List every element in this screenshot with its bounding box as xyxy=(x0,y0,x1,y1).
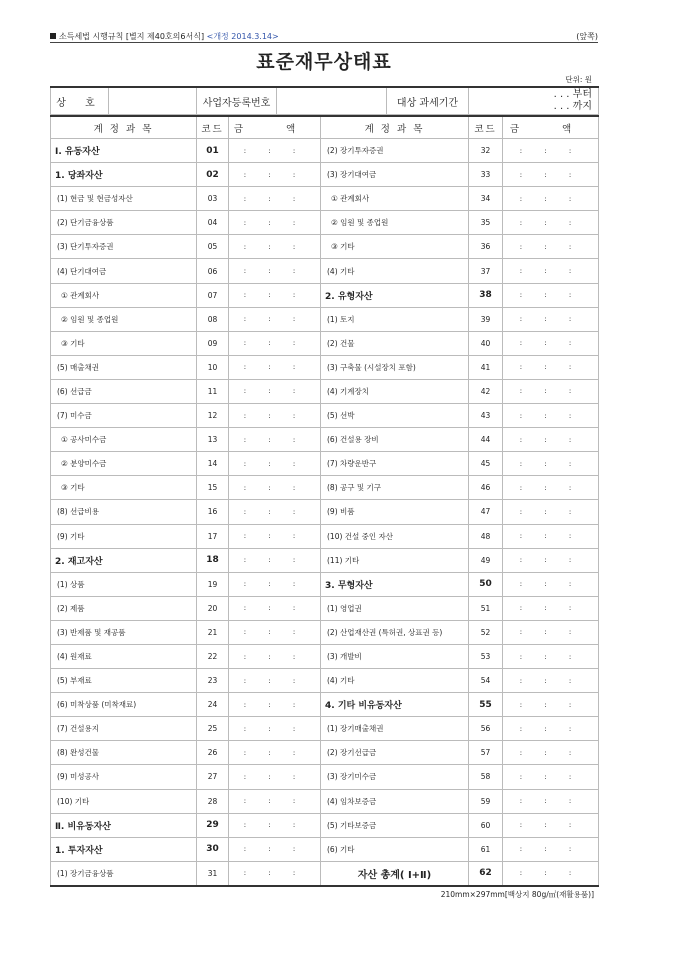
right-account-name: (9) 비품 xyxy=(321,500,469,524)
left-account-name: (2) 제품 xyxy=(51,596,197,620)
left-code: 12 xyxy=(197,404,229,428)
right-amount-field[interactable]: : : : xyxy=(503,548,599,572)
right-account-name: (3) 개발비 xyxy=(321,644,469,668)
right-code: 32 xyxy=(469,139,503,163)
right-amount-field[interactable]: : : : xyxy=(503,741,599,765)
info-table xyxy=(50,86,599,115)
left-code: 05 xyxy=(197,235,229,259)
left-amount-field[interactable]: : : : xyxy=(229,861,321,886)
right-amount-field[interactable]: : : : xyxy=(503,476,599,500)
left-code: 17 xyxy=(197,524,229,548)
right-amount-field[interactable]: : : : xyxy=(503,163,599,187)
left-code: 08 xyxy=(197,307,229,331)
left-code: 13 xyxy=(197,428,229,452)
period-from: . . . 부터 xyxy=(553,89,592,100)
left-item-header: 계 정 과 목 xyxy=(51,116,197,139)
table-row xyxy=(51,644,599,668)
tax-period-label: 대상 과세기간 xyxy=(387,87,469,115)
left-amount-field[interactable]: : : : xyxy=(229,813,321,837)
right-code: 35 xyxy=(469,211,503,235)
left-amount-field[interactable]: : : : xyxy=(229,644,321,668)
left-account-name: (8) 완성건물 xyxy=(51,741,197,765)
left-code: 03 xyxy=(197,187,229,211)
left-amount-field[interactable]: : : : xyxy=(229,500,321,524)
left-account-name: (7) 미수금 xyxy=(51,404,197,428)
table-row xyxy=(51,307,599,331)
right-amount-field[interactable]: : : : xyxy=(503,765,599,789)
table-row xyxy=(51,379,599,403)
right-account-name: (11) 기타 xyxy=(321,548,469,572)
right-amount-field[interactable]: : : : xyxy=(503,524,599,548)
right-account-name: (2) 산업재산권 (특허권, 상표권 등) xyxy=(321,620,469,644)
right-amount-field[interactable]: : : : xyxy=(503,139,599,163)
right-account-name: (3) 장기대여금 xyxy=(321,163,469,187)
right-account-name: (4) 기계장치 xyxy=(321,379,469,403)
left-code: 29 xyxy=(197,813,229,837)
right-code: 49 xyxy=(469,548,503,572)
table-row xyxy=(51,669,599,693)
right-amount-field[interactable]: : : : xyxy=(503,428,599,452)
left-account-name: ① 관계회사 xyxy=(51,283,197,307)
right-code: 54 xyxy=(469,669,503,693)
right-code: 60 xyxy=(469,813,503,837)
right-amount-field[interactable]: : : : xyxy=(503,283,599,307)
left-amount-field[interactable]: : : : xyxy=(229,548,321,572)
right-code-header: 코드 xyxy=(469,116,503,139)
right-account-name: (5) 기타보증금 xyxy=(321,813,469,837)
balance-sheet-table xyxy=(50,115,599,887)
left-code: 16 xyxy=(197,500,229,524)
right-amount-field[interactable]: : : : xyxy=(503,331,599,355)
registration-number-label: 사업자등록번호 xyxy=(197,87,277,115)
table-row xyxy=(51,813,599,837)
right-amount-field[interactable]: : : : xyxy=(503,307,599,331)
left-account-name: (9) 기타 xyxy=(51,524,197,548)
right-amount-field[interactable]: : : : xyxy=(503,235,599,259)
left-code: 18 xyxy=(197,548,229,572)
table-row xyxy=(51,500,599,524)
left-account-name: (10) 기타 xyxy=(51,789,197,813)
left-amount-field[interactable]: : : : xyxy=(229,693,321,717)
page-side-label: (앞쪽) xyxy=(576,31,598,41)
right-amount-field[interactable]: : : : xyxy=(503,379,599,403)
right-amount-field[interactable]: : : : xyxy=(503,452,599,476)
registration-number-field[interactable] xyxy=(277,87,387,115)
left-amount-field[interactable]: : : : xyxy=(229,187,321,211)
table-row xyxy=(51,861,599,886)
left-account-name: (8) 선급비용 xyxy=(51,500,197,524)
left-code: 28 xyxy=(197,789,229,813)
left-account-name: (7) 건설용지 xyxy=(51,717,197,741)
table-row xyxy=(51,355,599,379)
right-account-name: (6) 건설용 장비 xyxy=(321,428,469,452)
left-account-name: (4) 원재료 xyxy=(51,644,197,668)
right-code: 59 xyxy=(469,789,503,813)
table-row xyxy=(51,765,599,789)
right-amount-field[interactable]: : : : xyxy=(503,669,599,693)
right-code: 40 xyxy=(469,331,503,355)
left-account-name: (5) 매출채권 xyxy=(51,355,197,379)
right-account-name: (5) 선박 xyxy=(321,404,469,428)
company-field[interactable] xyxy=(109,87,197,115)
left-amount-field[interactable]: : : : xyxy=(229,596,321,620)
left-code: 11 xyxy=(197,379,229,403)
left-amount-field[interactable]: : : : xyxy=(229,283,321,307)
right-account-name: (2) 장기선급금 xyxy=(321,741,469,765)
right-code: 39 xyxy=(469,307,503,331)
right-code: 53 xyxy=(469,644,503,668)
right-code: 33 xyxy=(469,163,503,187)
right-account-name: (1) 영업권 xyxy=(321,596,469,620)
right-amount-field[interactable]: : : : xyxy=(503,259,599,283)
left-code-header: 코드 xyxy=(197,116,229,139)
left-account-name: (3) 반제품 및 재공품 xyxy=(51,620,197,644)
right-code: 38 xyxy=(469,283,503,307)
right-amount-field[interactable]: : : : xyxy=(503,789,599,813)
right-code: 61 xyxy=(469,837,503,861)
right-amount-field[interactable]: : : : xyxy=(503,837,599,861)
table-row xyxy=(51,572,599,596)
right-amount-field[interactable]: : : : xyxy=(503,620,599,644)
form-header xyxy=(50,30,598,43)
right-code: 50 xyxy=(469,572,503,596)
right-account-name: (6) 기타 xyxy=(321,837,469,861)
left-code: 22 xyxy=(197,644,229,668)
unit-label: 단위: 원 xyxy=(565,75,592,84)
left-account-name: (1) 상품 xyxy=(51,572,197,596)
right-account-name: (2) 건물 xyxy=(321,331,469,355)
table-row xyxy=(51,596,599,620)
right-amount-field[interactable]: : : : xyxy=(503,813,599,837)
left-amount-field[interactable]: : : : xyxy=(229,235,321,259)
left-amount-field[interactable]: : : : xyxy=(229,331,321,355)
right-code: 51 xyxy=(469,596,503,620)
right-code: 47 xyxy=(469,500,503,524)
left-account-name: (2) 단기금융상품 xyxy=(51,211,197,235)
form-page xyxy=(50,30,598,900)
table-row xyxy=(51,331,599,355)
left-code: 25 xyxy=(197,717,229,741)
left-amount-field[interactable]: : : : xyxy=(229,620,321,644)
left-account-name: 2. 재고자산 xyxy=(51,548,197,572)
table-row xyxy=(51,187,599,211)
right-code: 44 xyxy=(469,428,503,452)
left-code: 21 xyxy=(197,620,229,644)
right-account-name: (4) 기타 xyxy=(321,669,469,693)
table-row xyxy=(51,741,599,765)
left-amount-field[interactable]: : : : xyxy=(229,259,321,283)
period-to: . . . 까지 xyxy=(553,101,592,112)
left-amount-field[interactable]: : : : xyxy=(229,163,321,187)
right-account-name: ③ 기타 xyxy=(321,235,469,259)
left-amount-field[interactable]: : : : xyxy=(229,139,321,163)
left-account-name: (6) 선급금 xyxy=(51,379,197,403)
left-amount-field[interactable]: : : : xyxy=(229,837,321,861)
right-amount-field[interactable]: : : : xyxy=(503,693,599,717)
right-account-name: ② 임원 및 종업원 xyxy=(321,211,469,235)
left-code: 20 xyxy=(197,596,229,620)
right-account-name: (2) 장기투자증권 xyxy=(321,139,469,163)
right-account-name: 2. 유형자산 xyxy=(321,283,469,307)
left-account-name: ② 임원 및 종업원 xyxy=(51,307,197,331)
page-title: 표준재무상태표 xyxy=(256,51,392,73)
right-code: 56 xyxy=(469,717,503,741)
right-account-name: (10) 건설 중인 자산 xyxy=(321,524,469,548)
right-amount-field[interactable]: : : : xyxy=(503,644,599,668)
table-row xyxy=(51,524,599,548)
right-code: 62 xyxy=(469,861,503,886)
right-code: 36 xyxy=(469,235,503,259)
right-amount-field[interactable]: : : : xyxy=(503,404,599,428)
right-account-name: (4) 기타 xyxy=(321,259,469,283)
company-label: 상 호 xyxy=(51,87,109,115)
left-amount-field[interactable]: : : : xyxy=(229,789,321,813)
left-code: 26 xyxy=(197,741,229,765)
left-account-name: ③ 기타 xyxy=(51,476,197,500)
left-amount-field[interactable]: : : : xyxy=(229,476,321,500)
left-account-name: (4) 단기대여금 xyxy=(51,259,197,283)
right-account-name: (8) 공구 및 기구 xyxy=(321,476,469,500)
table-row xyxy=(51,548,599,572)
right-amount-field[interactable]: : : : xyxy=(503,211,599,235)
table-row xyxy=(51,235,599,259)
left-amount-field[interactable]: : : : xyxy=(229,355,321,379)
right-code: 42 xyxy=(469,379,503,403)
right-code: 58 xyxy=(469,765,503,789)
right-item-header: 계 정 과 목 xyxy=(321,116,469,139)
revision-date: <개정 2014.3.14> xyxy=(206,31,279,41)
left-account-name: 1. 당좌자산 xyxy=(51,163,197,187)
left-amount-field[interactable]: : : : xyxy=(229,452,321,476)
table-row xyxy=(51,139,599,163)
square-bullet-icon xyxy=(50,33,56,39)
left-amount-field[interactable]: : : : xyxy=(229,428,321,452)
left-code: 02 xyxy=(197,163,229,187)
right-amount-field[interactable]: : : : xyxy=(503,187,599,211)
left-code: 30 xyxy=(197,837,229,861)
left-account-name: ① 공사미수금 xyxy=(51,428,197,452)
right-amount-field[interactable]: : : : xyxy=(503,861,599,886)
table-row xyxy=(51,428,599,452)
table-row xyxy=(51,837,599,861)
left-account-name: (1) 장기금융상품 xyxy=(51,861,197,886)
table-row xyxy=(51,404,599,428)
table-row xyxy=(51,163,599,187)
left-account-name: Ⅰ. 유동자산 xyxy=(51,139,197,163)
table-row xyxy=(51,789,599,813)
left-account-name: 1. 투자자산 xyxy=(51,837,197,861)
right-account-name: (4) 임차보증금 xyxy=(321,789,469,813)
tax-period-field[interactable] xyxy=(469,87,599,115)
right-account-name: 4. 기타 비유동자산 xyxy=(321,693,469,717)
form-number: 소득세법 시행규칙 [별지 제40호의6서식] xyxy=(59,31,205,41)
table-row xyxy=(51,476,599,500)
right-amount-field[interactable]: : : : xyxy=(503,572,599,596)
left-amount-field[interactable]: : : : xyxy=(229,741,321,765)
right-code: 52 xyxy=(469,620,503,644)
left-code: 19 xyxy=(197,572,229,596)
left-account-name: ③ 기타 xyxy=(51,331,197,355)
right-account-name: 3. 무형자산 xyxy=(321,572,469,596)
left-code: 23 xyxy=(197,669,229,693)
right-account-name: ① 관계회사 xyxy=(321,187,469,211)
left-amount-field[interactable]: : : : xyxy=(229,572,321,596)
right-account-name: 자산 총계( Ⅰ+Ⅱ) xyxy=(321,861,469,886)
right-code: 45 xyxy=(469,452,503,476)
right-code: 55 xyxy=(469,693,503,717)
right-code: 41 xyxy=(469,355,503,379)
right-code: 57 xyxy=(469,741,503,765)
left-amount-field[interactable]: : : : xyxy=(229,307,321,331)
left-code: 09 xyxy=(197,331,229,355)
left-account-name: (9) 미성공사 xyxy=(51,765,197,789)
right-account-name: (3) 장기미수금 xyxy=(321,765,469,789)
right-code: 48 xyxy=(469,524,503,548)
right-account-name: (1) 토지 xyxy=(321,307,469,331)
left-code: 04 xyxy=(197,211,229,235)
left-amount-header: 금 액 xyxy=(229,116,321,139)
table-row xyxy=(51,693,599,717)
left-code: 31 xyxy=(197,861,229,886)
right-account-name: (3) 구축물 (시설장치 포함) xyxy=(321,355,469,379)
left-code: 10 xyxy=(197,355,229,379)
left-amount-field[interactable]: : : : xyxy=(229,404,321,428)
right-amount-field[interactable]: : : : xyxy=(503,717,599,741)
paper-spec: 210mm×297mm[백상지 80g/㎡(재활용품)] xyxy=(440,889,594,899)
table-row xyxy=(51,211,599,235)
left-code: 27 xyxy=(197,765,229,789)
right-account-name: (7) 차량운반구 xyxy=(321,452,469,476)
right-amount-field[interactable]: : : : xyxy=(503,500,599,524)
table-row xyxy=(51,620,599,644)
right-code: 37 xyxy=(469,259,503,283)
left-code: 24 xyxy=(197,693,229,717)
left-amount-field[interactable]: : : : xyxy=(229,669,321,693)
form-reference xyxy=(50,31,279,42)
left-amount-field[interactable]: : : : xyxy=(229,524,321,548)
left-code: 15 xyxy=(197,476,229,500)
left-amount-field[interactable]: : : : xyxy=(229,211,321,235)
right-amount-field[interactable]: : : : xyxy=(503,355,599,379)
table-row xyxy=(51,717,599,741)
left-account-name: (1) 현금 및 현금성자산 xyxy=(51,187,197,211)
left-account-name: (3) 단기투자증권 xyxy=(51,235,197,259)
right-amount-field[interactable]: : : : xyxy=(503,596,599,620)
left-account-name: Ⅱ. 비유동자산 xyxy=(51,813,197,837)
left-amount-field[interactable]: : : : xyxy=(229,717,321,741)
table-row xyxy=(51,452,599,476)
left-account-name: (5) 부재료 xyxy=(51,669,197,693)
left-code: 01 xyxy=(197,139,229,163)
table-row xyxy=(51,283,599,307)
right-account-name: (1) 장기매출채권 xyxy=(321,717,469,741)
right-code: 46 xyxy=(469,476,503,500)
right-code: 34 xyxy=(469,187,503,211)
left-account-name: (6) 미착상품 (미착재료) xyxy=(51,693,197,717)
left-amount-field[interactable]: : : : xyxy=(229,765,321,789)
left-code: 07 xyxy=(197,283,229,307)
left-account-name: ② 분양미수금 xyxy=(51,452,197,476)
left-amount-field[interactable]: : : : xyxy=(229,379,321,403)
right-code: 43 xyxy=(469,404,503,428)
left-code: 14 xyxy=(197,452,229,476)
table-row xyxy=(51,259,599,283)
right-amount-header: 금 액 xyxy=(503,116,599,139)
left-code: 06 xyxy=(197,259,229,283)
